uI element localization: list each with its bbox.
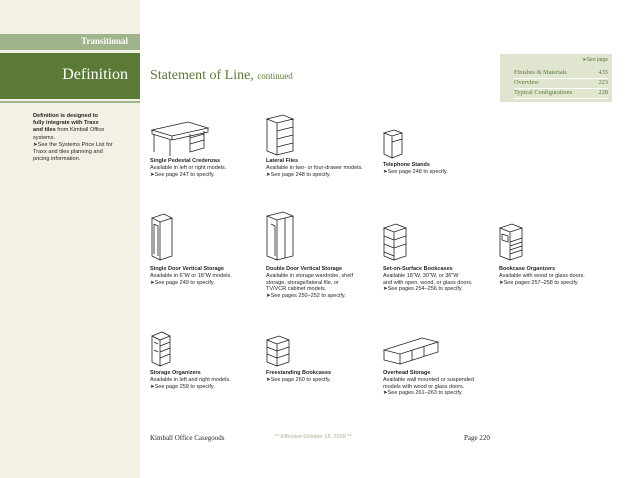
product-item — [150, 158, 262, 178]
lateral-file-icon — [265, 113, 295, 157]
index-label: Overview — [514, 79, 539, 86]
title-suffix: continued — [257, 71, 293, 81]
section-band — [0, 34, 140, 50]
double-door-storage-icon — [265, 210, 297, 264]
product-item — [383, 162, 495, 176]
intro-line: fully integrate with Traxx — [33, 120, 99, 127]
product-detail: ➤See page 249 to specify. — [150, 279, 215, 286]
footer-page-number: Page 220 — [464, 434, 490, 442]
intro-line: pricing information. — [33, 156, 81, 163]
product-detail: Available in left and right models. — [150, 376, 231, 383]
product-detail: Available wall mounted or suspended — [383, 376, 475, 383]
product-item — [266, 370, 378, 384]
index-label: Finishes & Materials — [514, 69, 567, 76]
product-detail: ➤See page 247 to specify. — [150, 171, 215, 178]
product-item — [383, 370, 495, 397]
product-detail: TV/VCR cabinet models. — [266, 286, 327, 293]
product-detail: ➤See pages 254–256 to specify. — [383, 286, 463, 293]
product-detail: Available in 6"W or 18"W models. — [150, 272, 232, 279]
intro-text — [33, 113, 133, 163]
product-detail: ➤See pages 257–258 to specify. — [499, 279, 579, 286]
divider — [0, 101, 140, 103]
product-detail: Available in two- or four-drawer models. — [266, 164, 363, 171]
product-detail: ➤See pages 261–263 to specify. — [383, 390, 463, 397]
product-detail: Available 18"W, 30"W, or 36"W — [383, 272, 459, 279]
intro-line — [33, 127, 133, 134]
telephone-stand-icon — [382, 128, 406, 162]
product-detail: ➤See page 248 to specify. — [266, 171, 331, 178]
product-item — [150, 370, 262, 390]
section-label: Transitional — [81, 36, 128, 46]
intro-line: ➤See the Systems Price List for — [33, 141, 113, 148]
product-name: Set-on-Surface Bookcases — [383, 266, 453, 272]
freestanding-bookcase-icon — [265, 334, 293, 370]
product-detail: ➤See page 248 to specify. — [383, 168, 448, 175]
product-item — [383, 266, 495, 293]
product-heading: Definition — [62, 66, 128, 83]
product-detail: models with wood or glass doors. — [383, 383, 465, 390]
product-name: Bookcase Organizers — [499, 266, 556, 272]
product-detail: Available with wood or glass doors. — [499, 272, 585, 279]
single-door-storage-icon — [150, 212, 176, 264]
product-detail: ➤See page 259 to specify. — [150, 383, 215, 390]
heading-band — [0, 53, 140, 99]
bookcase-organizer-icon — [498, 222, 526, 264]
intro-line: systems. — [33, 134, 56, 141]
intro-line: Definition is designed to — [33, 113, 98, 119]
index-label: Typical Configurations — [514, 89, 573, 96]
product-detail: ➤See pages 250–252 to specify. — [266, 293, 346, 300]
product-detail: Available in left or right models. — [150, 164, 227, 171]
product-detail: storage, storage/lateral file, or — [266, 279, 339, 286]
product-name: Single Door Vertical Storage — [150, 266, 224, 272]
set-on-surface-bookcase-icon — [382, 222, 410, 264]
intro-line: Traxx and tiles planning and — [33, 149, 103, 156]
storage-organizer-icon — [150, 330, 174, 370]
title-text: Statement of Line, — [150, 68, 254, 83]
product-item — [499, 266, 611, 286]
footer-effective-date: ** Effective October 15, 2009 ** — [275, 434, 352, 440]
product-detail: and with open, wood, or glass doors. — [383, 279, 473, 286]
product-detail: ➤See page 260 to specify. — [266, 376, 331, 383]
credenza-icon — [150, 116, 210, 156]
intro-rest: from Kimball Office — [55, 127, 105, 134]
index-page: 435 — [598, 69, 608, 76]
product-name: Single Pedestal Credenzas — [150, 158, 220, 164]
product-name: Lateral Files — [266, 158, 299, 164]
index-row[interactable] — [514, 88, 608, 99]
intro-bold: and tiles — [33, 127, 56, 134]
overhead-storage-icon — [382, 332, 440, 368]
product-name: Freestanding Bookcases — [266, 370, 332, 376]
product-name: Storage Organizers — [150, 370, 201, 376]
footer-catalog: Kimball Office Casegoods — [150, 434, 225, 442]
product-item — [266, 158, 378, 178]
product-name: Double Door Vertical Storage — [266, 266, 343, 272]
product-name: Overhead Storage — [383, 370, 431, 376]
see-page-label: ➤See page — [582, 57, 608, 63]
product-item — [150, 266, 262, 286]
product-detail: Available in storage wardrobe, shelf — [266, 272, 354, 279]
index-box — [500, 54, 612, 102]
index-page: 223 — [598, 79, 608, 86]
product-item — [266, 266, 378, 300]
index-page: 228 — [598, 89, 608, 96]
page-title — [150, 68, 293, 84]
product-name: Telephone Stands — [383, 162, 430, 168]
